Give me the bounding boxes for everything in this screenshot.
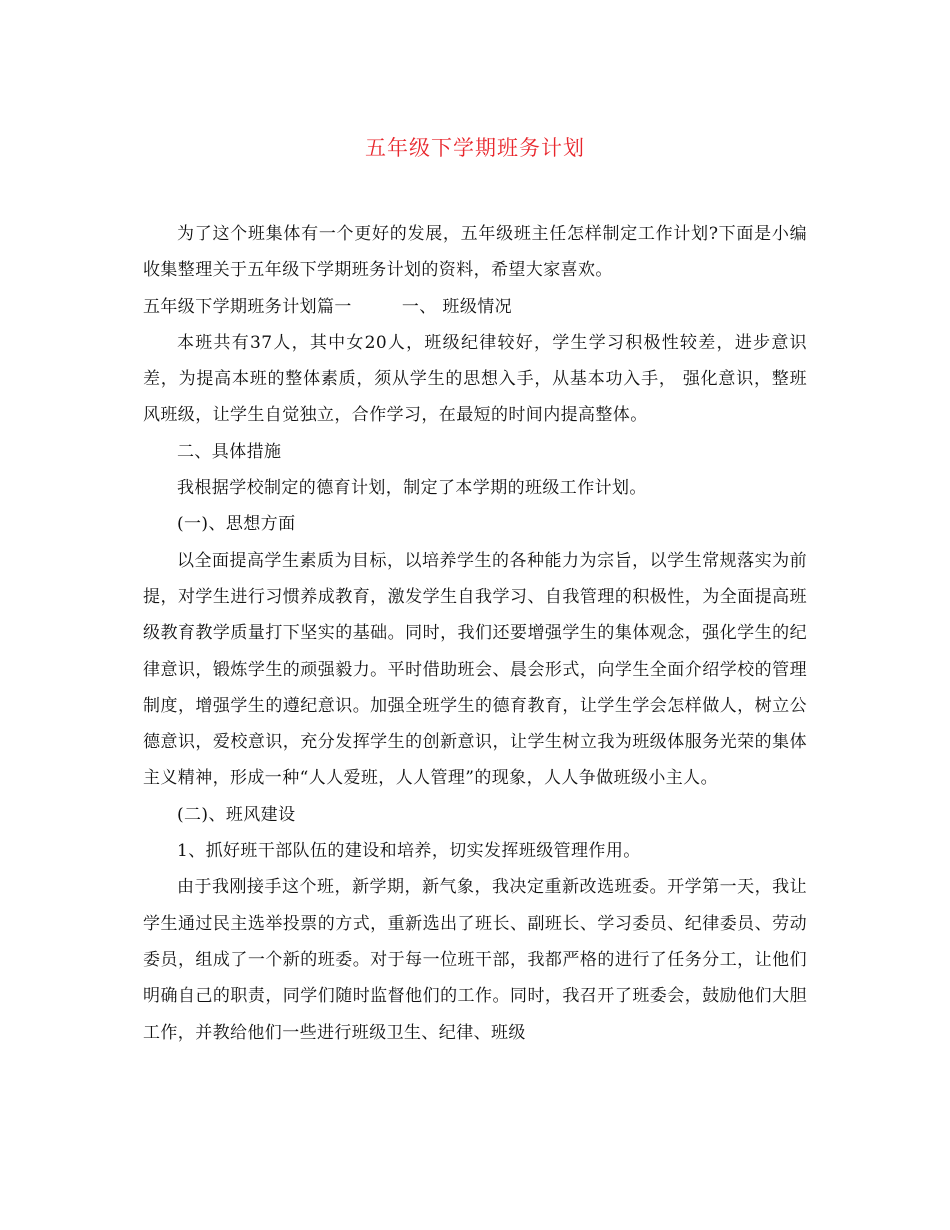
- style-heading: (二)、班风建设: [177, 804, 296, 825]
- section-heading-line: [143, 289, 807, 325]
- section-label: 五年级下学期班务计划篇一: [143, 296, 352, 317]
- measures-intro-paragraph: 我根据学校制定的德育计划，制定了本学期的班级工作计划。: [177, 478, 647, 499]
- cadre-item: 1、抓好班干部队伍的建设和培养，切实发挥班级管理作用。: [177, 841, 641, 862]
- thought-paragraph: 以全面提高学生素质为目标，以培养学生的各种能力为宗旨，以学生常规落实为前提，对学生进行习惯养成教育，激发学生自我学习、自我管理的积极性，为全面提高班级教育教学质量打下坚实的基础。同时，我们还要增强学生的集体观念，强化学生的纪律意识，锻炼学生的顽强毅力。平时借助班会、晨会形式，向学生全面介绍学校的管理制度，增强学生的遵纪意识。加强全班学生的德育教育，让学生学会怎样做人，树立公德意识，爱校意识，充分发挥学生的创新意识，让学生树立我为班级体服务光荣的集体主义精神，形成一种“人人爱班，人人管理”的现象，人人争做班级小主人。: [143, 550, 807, 789]
- measures-heading: 二、具体措施: [177, 441, 282, 462]
- intro-paragraph: 为了这个班集体有一个更好的发展，五年级班主任怎样制定工作计划?下面是小编收集整理关于五年级下学期班务计划的资料，希望大家喜欢。: [143, 224, 807, 281]
- cadre-paragraph: 由于我刚接手这个班，新学期，新气象，我决定重新改选班委。开学第一天，我让学生通过民主选举投票的方式，重新选出了班长、副班长、学习委员、纪律委员、劳动委员，组成了一个新的班委。对于每一位班干部，我都严格的进行了任务分工，让他们明确自己的职责，同学们随时监督他们的工作。同时，我召开了班委会，鼓励他们大胆工作，并教给他们一些进行班级卫生、纪律、班级: [143, 877, 807, 1043]
- document-body: [143, 216, 807, 1051]
- thought-heading: (一)、思想方面: [177, 514, 296, 535]
- section-heading: 一、 班级情况: [401, 296, 513, 317]
- class-situation-paragraph: 本班共有37人，其中女20人，班级纪律较好，学生学习积极性较差，进步意识差，为提高本班的整体素质，须从学生的思想入手，从基本功入手， 强化意识，整班风班级，让学生自觉独立，合作学习，在最短的时间内提高整体。: [143, 332, 807, 426]
- document-title: 五年级下学期班务计划: [365, 136, 585, 160]
